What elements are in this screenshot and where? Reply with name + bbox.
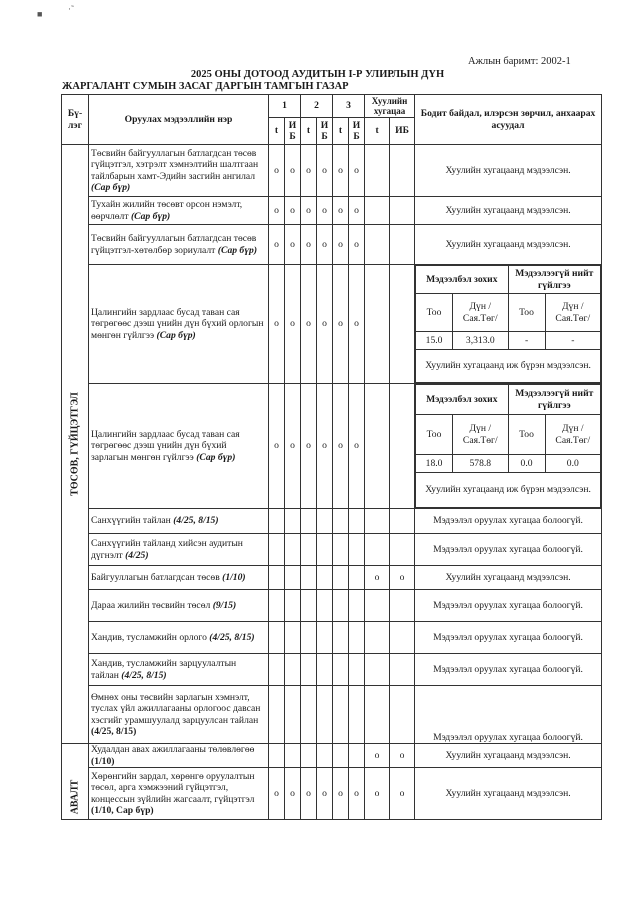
row-note: Хуулийн хугацаанд иж бүрэн мэдээлсэн. [416,473,601,508]
row-note: Мэдээлэл оруулах хугацаа болоогүй. [415,590,602,622]
status-mark: о [285,768,301,820]
table-row [62,566,602,590]
q3-t-header: t [333,118,349,145]
status-mark [390,145,415,197]
status-mark: о [269,768,285,820]
status-mark: о [285,225,301,265]
table-row [62,622,602,654]
status-mark: о [349,145,365,197]
row-note: Хуулийн хугацаанд мэдээлсэн. [415,744,602,768]
row-name-cell: Цалингийн зардлаас бусад таван сая төгрөгөөс дээш үнийн дүн бүхий орлогын мөнгөн гүйлгээ (Сар бүр) [89,265,269,384]
status-mark: о [390,566,415,590]
detail-value: 0.0 [508,455,545,473]
status-mark: о [301,265,317,384]
status-mark: о [317,265,333,384]
table-row [62,768,602,820]
status-mark [390,265,415,384]
row-name-cell: Хандив, тусламжийн орлого (4/25, 8/15) [89,622,269,654]
status-mark: о [333,768,349,820]
row-note: Хуулийн хугацаанд мэдээлсэн. [415,197,602,225]
row-note: Мэдээлэл оруулах хугацаа болоогүй. [415,509,602,534]
status-mark [390,197,415,225]
status-mark: о [349,384,365,509]
status-mark: о [349,197,365,225]
category-audit-label: АВАЛТ [69,779,81,814]
status-mark: о [349,265,365,384]
detail-value: 15.0 [416,332,453,350]
status-mark: о [269,225,285,265]
row-name-cell: Худалдан авах ажиллагааны төлөвлөгөө (1/10) [89,744,269,768]
category-audit-cell [62,744,89,820]
table-row [62,384,602,509]
status-mark [390,225,415,265]
status-mark: о [365,744,390,768]
status-mark [365,509,390,534]
status-mark: о [333,384,349,509]
status-mark: о [269,145,285,197]
status-mark: о [333,197,349,225]
row-name-cell: Тухайн жилийн төсөвт орсон нэмэлт, өөрчлөлт (Сар бүр) [89,197,269,225]
status-mark: о [269,197,285,225]
name-header: Оруулах мэдээллийн нэр [89,95,269,145]
table-row [62,225,602,265]
status-mark: о [301,225,317,265]
status-mark: о [269,265,285,384]
status-mark: о [285,384,301,509]
top-margin-mark: ·˜ [68,4,74,14]
status-mark: о [301,145,317,197]
status-mark: о [317,145,333,197]
table-row [62,534,602,566]
detail-value: 3,313.0 [453,332,509,350]
table-row [62,590,602,622]
status-mark: о [317,225,333,265]
document-title: 2025 ОНЫ ДОТООД АУДИТЫН I-Р УЛИРЛЫН ДҮН [190,69,445,80]
row-name-cell: Өмнөх оны төсвийн зарлагын хэмнэлт, туслах үйл ажиллагааны орлогоос давсан хэсгийг урамшуулалд зарцуулсан тайлан (4/25, 8/15) [89,686,269,744]
transaction-detail: Мэдээлбэл зохих Мэдээлээгүй нийт гүйлгээ Тоо Дүн /Сая.Төг/ Тоо Дүн /Сая.Төг/ 18.0 578.8 0.0 0.0 Хуулийн хугацаанд иж бүрэн мэдээлсэн. [415,384,602,509]
q1-t-header: t [269,118,285,145]
row-name-cell: Хандив, тусламжийн зарцуулалтын тайлан (4/25, 8/15) [89,654,269,686]
row-name-cell: Төсвийн байгууллагын батлагдсан төсөв гүйцэтгэл-хөтөлбөр зориулалт (Сар бүр) [89,225,269,265]
status-mark: о [333,265,349,384]
row-name-cell: Төсвийн байгууллагын батлагдсан төсөв гүйцэтгэл, хэтрэлт хэмнэлтийн шалтгаан тайлбарын хамт-Эдийн засгийн ангилал (Сар бүр) [89,145,269,197]
status-mark: о [390,744,415,768]
row-name-cell: Санхүүгийн тайланд хийсэн аудитын дүгнэлт (4/25) [89,534,269,566]
status-mark [365,384,390,509]
note-header: Бодит байдал, илэрсэн зөрчил, анхаарах асуудал [415,95,602,145]
category-budget-label: ТӨСӨВ, ГҮЙЦЭТГЭЛ [69,392,81,496]
status-mark: о [333,145,349,197]
detail-value: - [545,332,601,350]
row-note: Хуулийн хугацаанд иж бүрэн мэдээлсэн. [416,350,601,383]
row-name-cell: Хөрөнгийн зардал, хөрөнгө оруулалтын төсөл, арга хэмжээний гүйцэтгэл, концессын зүйлийн жагсаалт, гүйцэтгэл (1/10, Сар бүр) [89,768,269,820]
status-mark [390,384,415,509]
deadline-t-header: t [365,118,390,145]
row-note: Мэдээлэл оруулах хугацаа болоогүй. [415,622,602,654]
q3-ib-header: И Б [349,118,365,145]
q3-header: 3 [333,95,365,118]
status-mark: о [390,768,415,820]
status-mark [365,197,390,225]
detail-value: 0.0 [545,455,601,473]
table-row [62,744,602,768]
detail-value: 578.8 [453,455,509,473]
row-note: Мэдээлэл оруулах хугацаа болоогүй. [415,534,602,566]
deadline-ib-header: ИБ [390,118,415,145]
group-header: Бү- лэг [62,95,89,145]
category-budget-cell [62,145,89,744]
q1-header: 1 [269,95,301,118]
status-mark: о [333,225,349,265]
status-mark: о [269,384,285,509]
row-note: Хуулийн хугацаанд мэдээлсэн. [415,566,602,590]
status-mark: о [301,768,317,820]
row-note: Мэдээлэл оруулах хугацаа болоогүй. [415,686,602,744]
status-mark: о [301,384,317,509]
row-name-cell: Цалингийн зардлаас бусад таван сая төгрөгөөс дээш үнийн дүн бүхий зарлагын мөнгөн гүйлгээ (Сар бүр) [89,384,269,509]
row-note: Хуулийн хугацаанд мэдээлсэн. [415,768,602,820]
left-margin-mark: ■ [37,9,43,19]
table-row [62,654,602,686]
table-row [62,197,602,225]
q2-header: 2 [301,95,333,118]
table-row [62,509,602,534]
table-row [62,686,602,744]
status-mark: о [317,768,333,820]
status-mark [365,265,390,384]
deadline-header: Хуулийн хугацаа [365,95,415,118]
row-note: Хуулийн хугацаанд мэдээлсэн. [415,145,602,197]
status-mark: о [285,265,301,384]
detail-value: 18.0 [416,455,453,473]
q1-ib-header: И Б [285,118,301,145]
status-mark: о [317,384,333,509]
table-row [62,145,602,197]
organization-title: ЖАРГАЛАНТ СУМЫН ЗАСАГ ДАРГЫН ТАМГЫН ГАЗАР [62,81,349,92]
report-table [61,94,602,820]
transaction-detail: Мэдээлбэл зохих Мэдээлээгүй нийт гүйлгээ Тоо Дүн /Сая.Төг/ Тоо Дүн /Сая.Төг/ 15.0 3,313.0 - - Хуулийн хугацаанд иж бүрэн мэдээлсэн. [415,265,602,384]
status-mark: о [285,197,301,225]
row-note: Хуулийн хугацаанд мэдээлсэн. [415,225,602,265]
document-reference: Ажлын баримт: 2002-1 [468,56,571,67]
status-mark: о [365,566,390,590]
status-mark: о [349,768,365,820]
q2-t-header: t [301,118,317,145]
row-note: Мэдээлэл оруулах хугацаа болоогүй. [415,654,602,686]
row-name-cell: Дараа жилийн төсвийн төсөл (9/15) [89,590,269,622]
status-mark: о [285,145,301,197]
status-mark [390,509,415,534]
table-row [62,265,602,384]
detail-value: - [508,332,545,350]
q2-ib-header: И Б [317,118,333,145]
row-name-cell: Санхүүгийн тайлан (4/25, 8/15) [89,509,269,534]
status-mark: о [301,197,317,225]
status-mark: о [365,768,390,820]
status-mark [365,225,390,265]
row-name-cell: Байгууллагын батлагдсан төсөв (1/10) [89,566,269,590]
status-mark: о [317,197,333,225]
status-mark: о [349,225,365,265]
status-mark [365,145,390,197]
